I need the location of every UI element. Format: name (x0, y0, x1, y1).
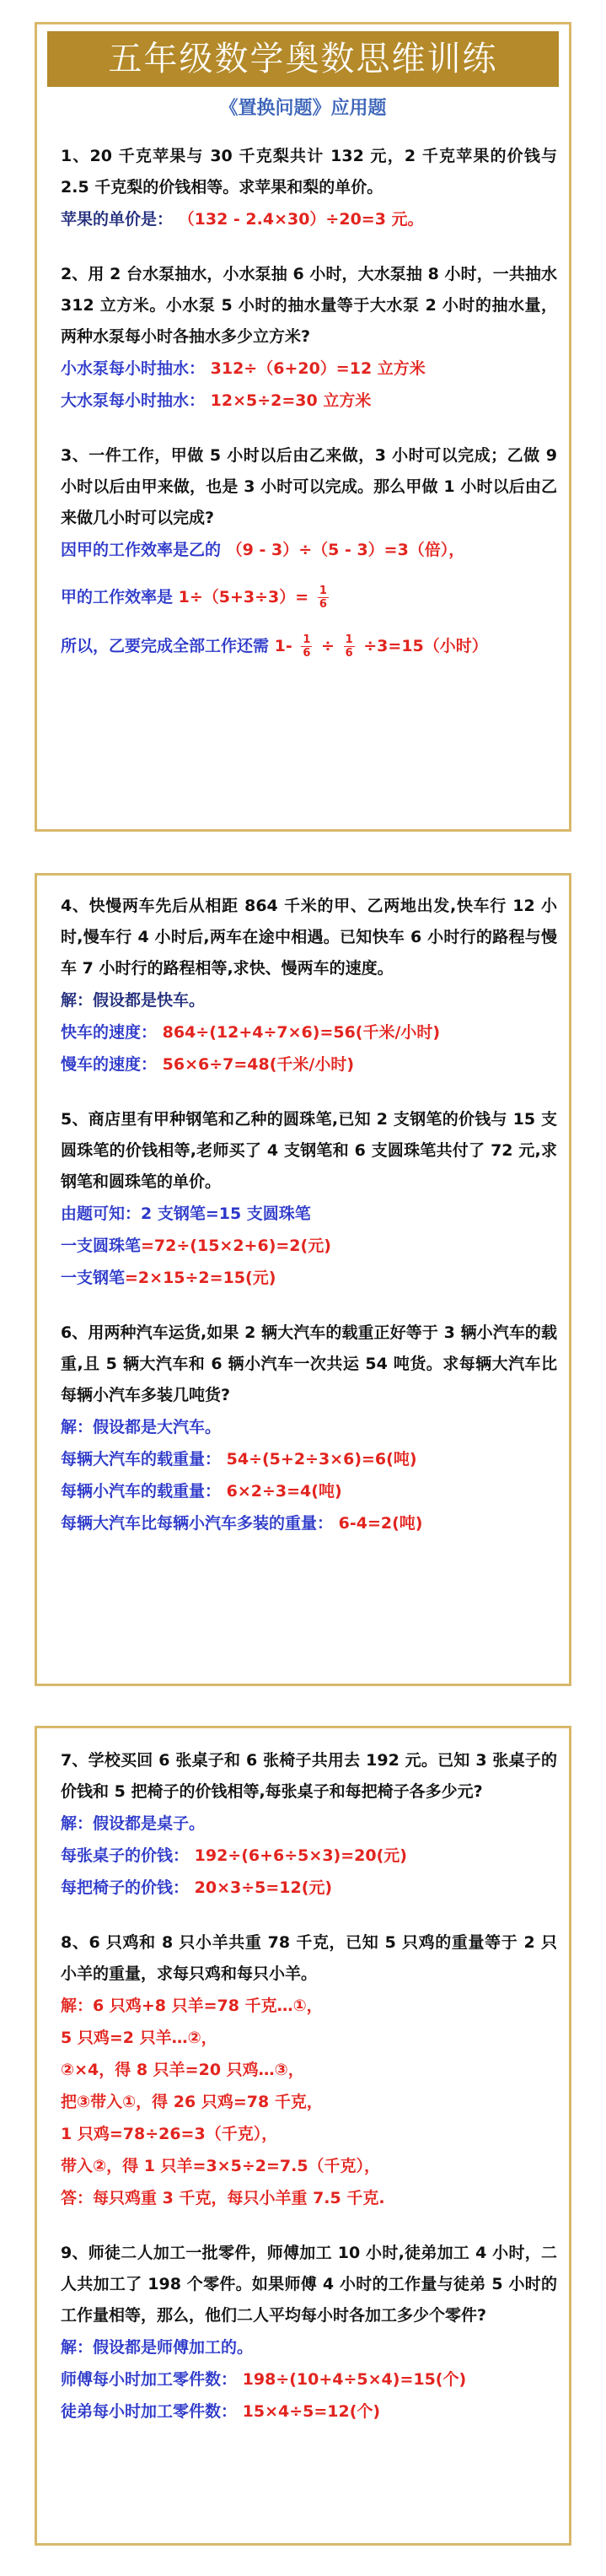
panel-3 (35, 1726, 571, 2546)
fraction: $\frac{1}{6}$ (303, 633, 311, 660)
panel-2 (35, 873, 571, 1686)
panel-1-content (37, 141, 569, 664)
solution-step-4: 把③带入①，得 26 只鸡=78 千克， (61, 2093, 323, 2111)
answer-label: 因甲的工作效率是乙的 (61, 541, 222, 559)
problem-4-text: 4、快慢两车先后从相距 864 千米的甲、乙两地出发,快车行 12 小时,慢车行 4 小时后,两车在途中相遇。已知快车 6 小时行的路程与慢车 7 小时行的路程相等,求快、慢两车的速度。 (61, 897, 557, 978)
answer-9-line-1 (61, 2363, 569, 2395)
answer-5-line-1: 由题可知：2 支钢笔=15 支圆珠笔 (61, 1204, 311, 1223)
answer-6-line-2 (61, 1475, 569, 1507)
problem-9-text: 9、师徒二人加工一批零件，师傅加工 10 小时,徒弟加工 4 小时，二人共加工了 198 个零件。如果师傅 4 小时的工作量与徒弟 5 小时的工作量相等，那么，他们二人平均每小时各加工多少个零件? (61, 2244, 557, 2325)
solution-intro: 解：假设都是桌子。 (61, 1814, 206, 1833)
solution-intro: 解：假设都是快车。 (61, 991, 206, 1010)
answer-1-line (61, 203, 569, 235)
answer-label: 甲的工作效率是 (61, 588, 174, 606)
answer-3-line-1 (61, 534, 569, 566)
answer-label: 每辆大汽车的载重量： (61, 1450, 222, 1469)
answer-value: =2×15÷2=15(元) (125, 1269, 276, 1287)
answer-2-line-1 (61, 353, 569, 385)
answer-label: 所以，乙要完成全部工作还需 (61, 637, 270, 655)
answer-value: （9 - 3）÷（5 - 3）=3（倍）， (226, 541, 465, 559)
answer-label: 一支圆珠笔 (61, 1237, 142, 1255)
panel-3-content (37, 1745, 569, 2428)
answer-label: 快车的速度： (61, 1023, 158, 1042)
answer-value: 864÷(12+4÷7×6)=56(千米/小时) (162, 1023, 441, 1042)
answer-label: 大水泵每小时抽水： (61, 391, 206, 410)
solution-intro: 解：假设都是师傅加工的。 (61, 2338, 254, 2357)
panel-2-content (37, 891, 569, 1539)
answer-5-line-3 (61, 1262, 569, 1294)
answer-6-line-3 (61, 1507, 569, 1539)
solution-step-5: 1 只鸡=78÷26=3（千克）， (61, 2125, 278, 2143)
problem-7-text: 7、学校买回 6 张桌子和 6 张椅子共用去 192 元。已知 3 张桌子的价钱和 5 把椅子的价钱相等,每张桌子和每把椅子各多少元? (61, 1751, 557, 1801)
answer-3-line-3: 所以，乙要完成全部工作还需 1- $\frac{1}{6}$ ÷ $\frac{1}{6}$ ÷3=15（小时） (61, 633, 488, 660)
problem-3-text: 3、一件工作，甲做 5 小时以后由乙来做，3 小时可以完成；乙做 9 小时以后由甲来做，也是 3 小时可以完成。那么甲做 1 小时以后由乙来做几小时可以完成? (61, 446, 557, 527)
answer-value: 12×5÷2=30 立方米 (210, 391, 372, 410)
answer-label: 每把椅子的价钱： (61, 1878, 190, 1897)
answer-4-line-1 (61, 1016, 569, 1048)
solution-step-2: 5 只鸡=2 只羊…②， (61, 2029, 217, 2047)
answer-4-line-2 (61, 1048, 569, 1081)
answer-5-line-2 (61, 1230, 569, 1262)
answer-value: 1÷（5+3÷3）= (178, 588, 309, 606)
answer-value: 6-4=2(吨) (338, 1514, 423, 1533)
problem-6-text: 6、用两种汽车运货,如果 2 辆大汽车的载重正好等于 3 辆小汽车的载重,且 5 辆大汽车和 6 辆小汽车一次共运 54 吨货。求每辆大汽车比每辆小汽车多装几吨货? (61, 1323, 557, 1404)
answer-value: （132 - 2.4×30）÷20=3 元。 (178, 210, 424, 229)
answer-7-line-2 (61, 1872, 569, 1904)
solution-answer: 答：每只鸡重 3 千克，每只小羊重 7.5 千克. (61, 2189, 385, 2207)
answer-value: 6×2÷3=4(吨) (226, 1482, 342, 1501)
answer-value: 15×4÷5=12(个) (242, 2402, 381, 2421)
answer-value: 54÷(5+2÷3×6)=6(吨) (226, 1450, 417, 1469)
answer-value: 198÷(10+4÷5×4)=15(个) (242, 2370, 467, 2389)
answer-value: 312÷（6+20）=12 立方米 (210, 359, 426, 378)
answer-value: 20×3÷5=12(元) (194, 1878, 333, 1897)
answer-label: 徒弟每小时加工零件数： (61, 2402, 238, 2421)
fraction: $\frac{1}{6}$ (345, 633, 353, 660)
panel-1 (35, 22, 571, 832)
page-title: 五年级数学奥数思维训练 (47, 31, 559, 87)
answer-value: 192÷(6+6÷5×3)=20(元) (194, 1846, 407, 1865)
answer-label: 苹果的单价是： (61, 210, 174, 229)
answer-label: 小水泵每小时抽水： (61, 359, 206, 378)
answer-value: 56×6÷7=48(千米/小时) (162, 1055, 355, 1074)
problem-2-text: 2、用 2 台水泵抽水，小水泵抽 6 小时，大水泵抽 8 小时，一共抽水 312 立方米。小水泵 5 小时的抽水量等于大水泵 2 小时的抽水量，两种水泵每小时各抽水多少立方米? (61, 265, 557, 346)
answer-label: 每辆小汽车的载重量： (61, 1482, 222, 1501)
solution-step-6: 带入②，得 1 只羊=3×5÷2=7.5（千克）， (61, 2157, 381, 2175)
solution-step-1: 解：6 只鸡+8 只羊=78 千克…①， (61, 1997, 323, 2015)
answer-label: 师傅每小时加工零件数： (61, 2370, 238, 2389)
answer-label: 每辆大汽车比每辆小汽车多装的重量： (61, 1514, 334, 1533)
answer-6-line-1 (61, 1443, 569, 1475)
problem-8-text: 8、6 只鸡和 8 只小羊共重 78 千克，已知 5 只鸡的重量等于 2 只小羊的重量，求每只鸡和每只小羊。 (61, 1933, 557, 1983)
answer-label: 一支钢笔 (61, 1269, 126, 1287)
answer-label: 慢车的速度： (61, 1055, 158, 1074)
fraction: $\frac{1}{6}$ (319, 585, 327, 611)
answer-2-line-2 (61, 385, 569, 417)
problem-5-text: 5、商店里有甲种钢笔和乙种的圆珠笔,已知 2 支钢笔的价钱与 15 支圆珠笔的价钱相等,老师买了 4 支钢笔和 6 支圆珠笔共付了 72 元,求钢笔和圆珠笔的单价。 (61, 1110, 557, 1191)
solution-step-3: ②×4，得 8 只羊=20 只鸡…③， (61, 2061, 304, 2079)
answer-9-line-2 (61, 2395, 569, 2428)
answer-label: 每张桌子的价钱： (61, 1846, 190, 1865)
answer-3-line-2 (61, 579, 569, 615)
problem-1-text: 1、20 千克苹果与 30 千克梨共计 132 元，2 千克苹果的价钱与 2.5 千克梨的价钱相等。求苹果和梨的单价。 (61, 147, 557, 197)
solution-intro: 解：假设都是大汽车。 (61, 1418, 222, 1436)
answer-value: =72÷(15×2+6)=2(元) (141, 1237, 331, 1255)
answer-7-line-1 (61, 1840, 569, 1872)
page-subtitle: 《置换问题》应用题 (219, 98, 387, 119)
